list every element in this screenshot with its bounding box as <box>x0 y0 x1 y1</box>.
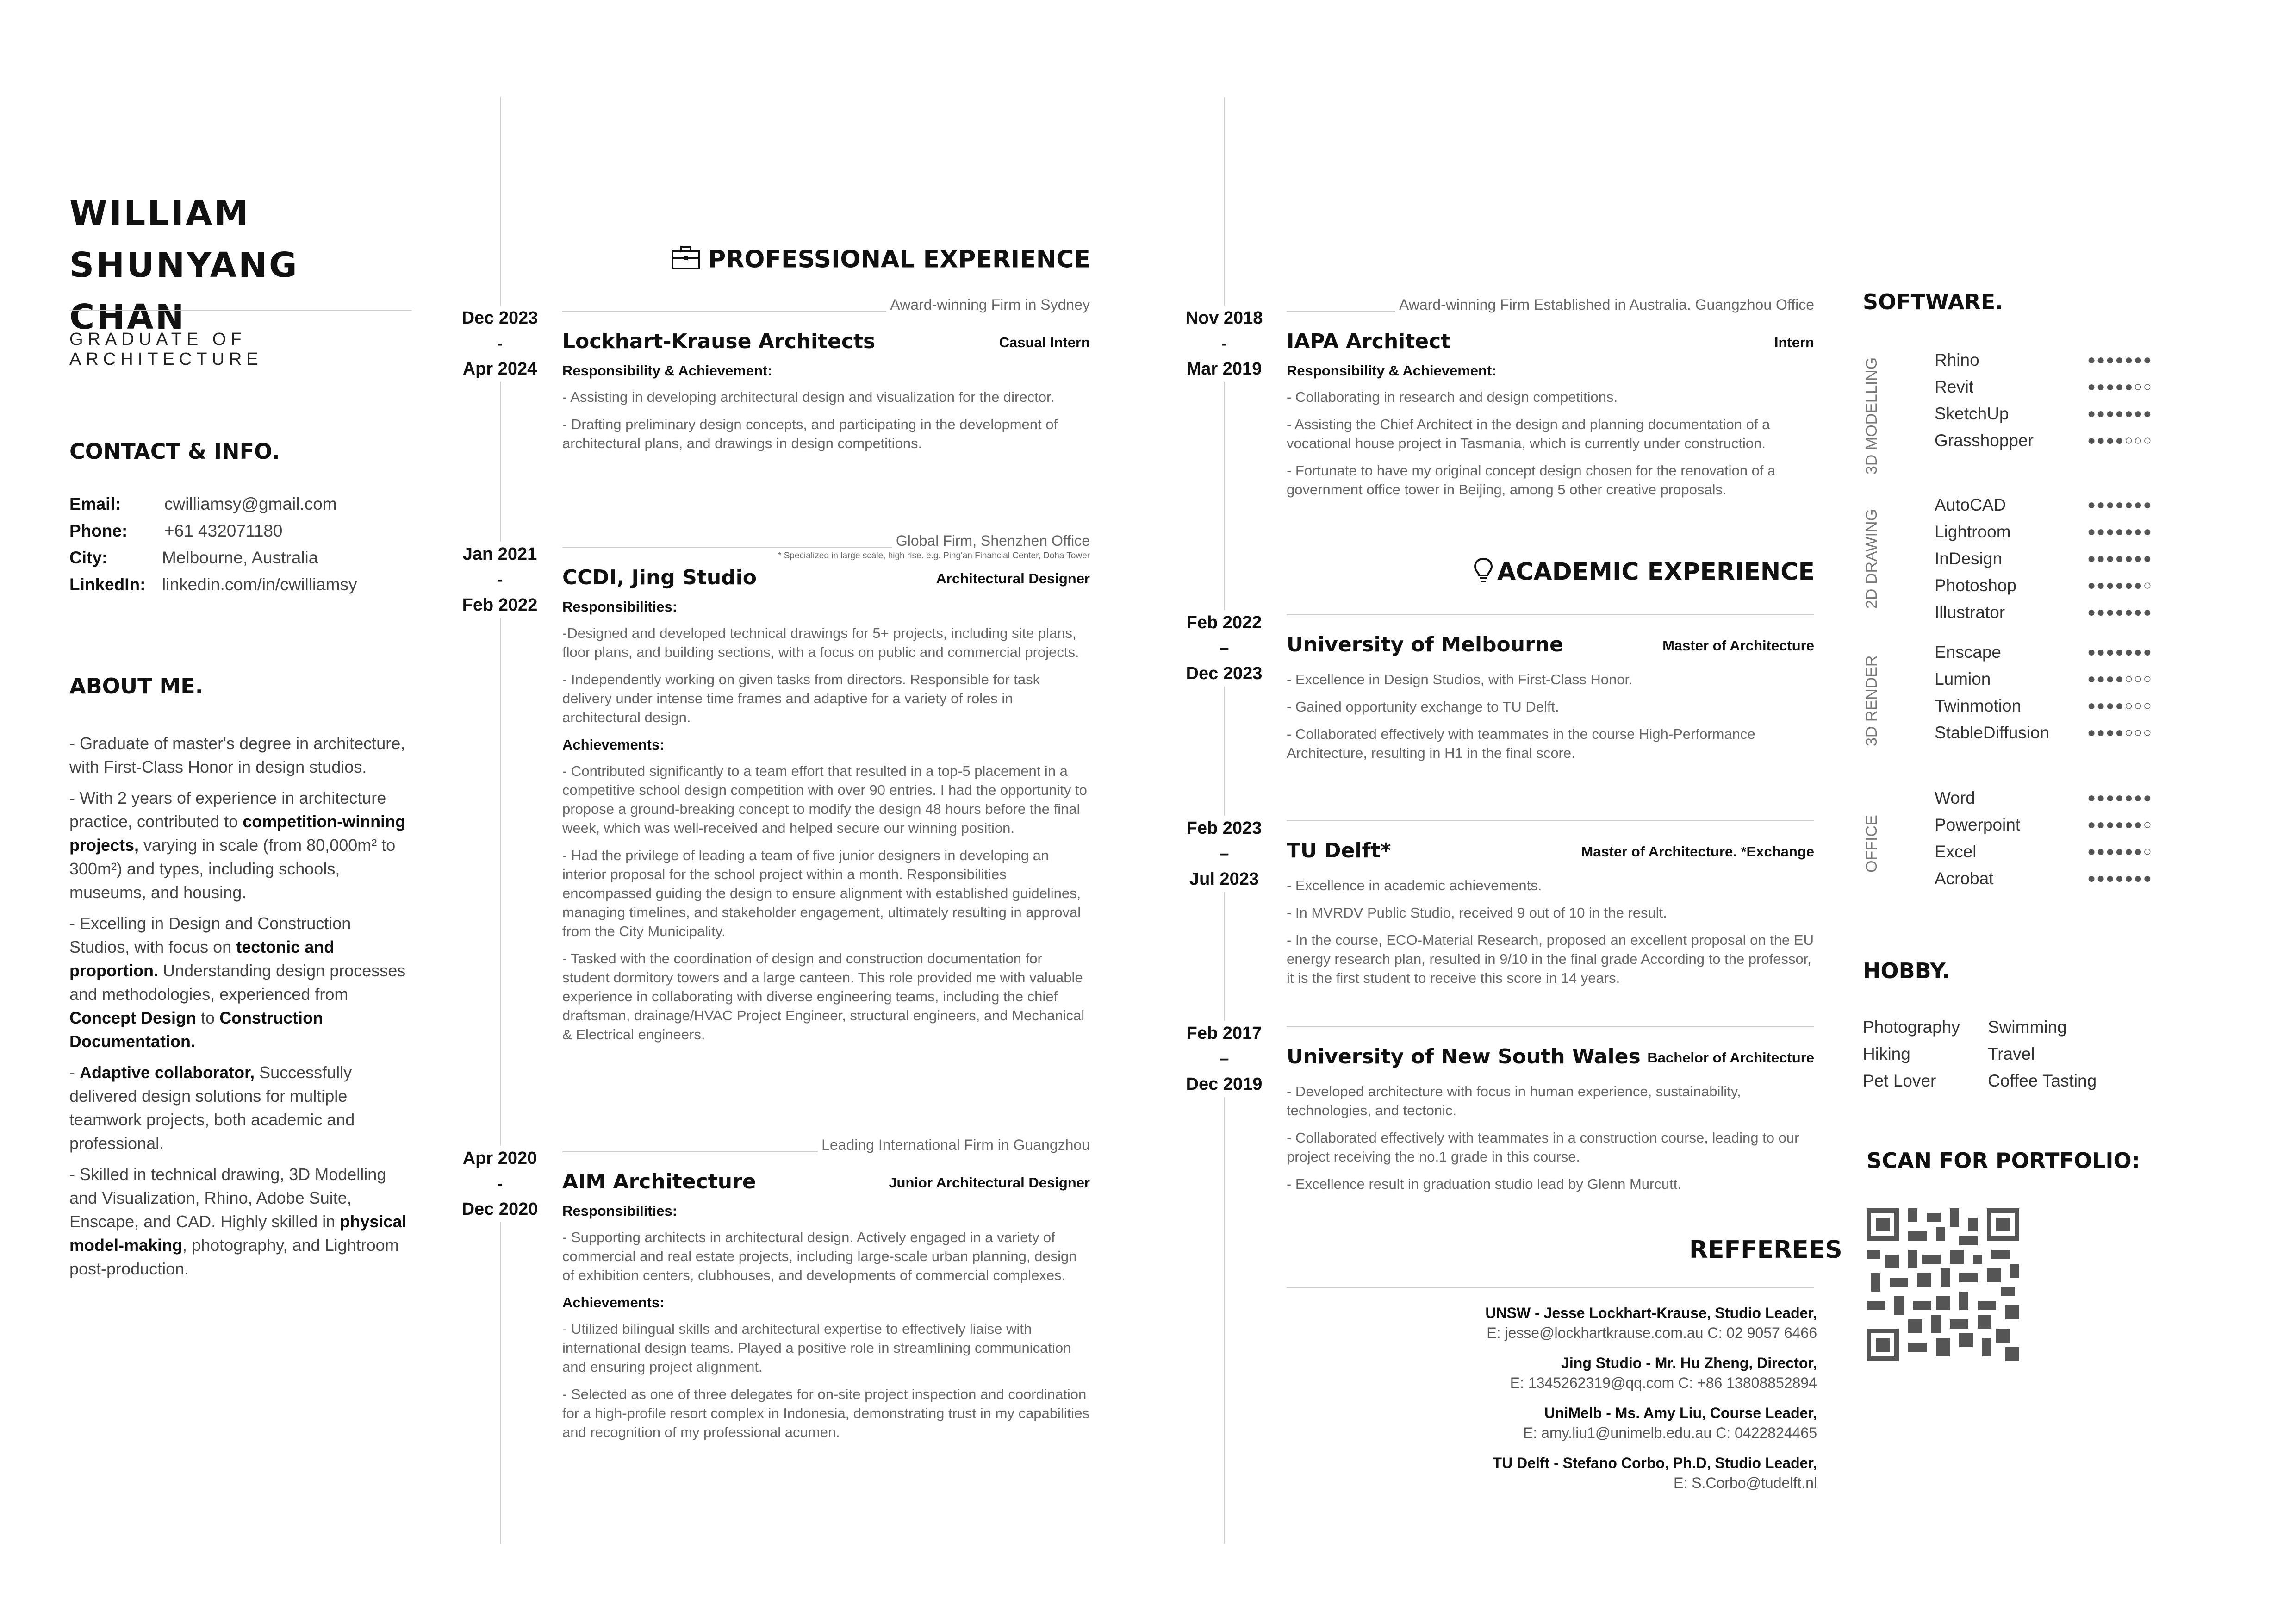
contact-title: CONTACT & INFO. <box>69 439 280 464</box>
firm-description: Award-winning Firm Established in Australia. Guangzhou Office <box>1395 296 1814 313</box>
hobby-item: Swimming <box>1988 1018 2067 1037</box>
skill-rating: ●●●●●●● <box>2087 605 2153 620</box>
job-entry <box>562 296 1090 500</box>
software-category: 3D MODELLING <box>1863 357 1880 475</box>
professional-experience-title: PROFESSIONAL EXPERIENCE <box>671 245 1090 276</box>
software-item: InDesign ●●●●●●● <box>1935 549 2153 568</box>
company-name: IAPA Architect <box>1287 330 1451 353</box>
study-dates: Feb 2022 – Dec 2023 <box>1182 610 1266 687</box>
skill-rating: ●●●●●●● <box>2087 644 2153 660</box>
linkedin-link[interactable]: linkedin.com/in/cwilliamsy <box>162 575 357 594</box>
software-category: 3D RENDER <box>1863 655 1880 746</box>
firm-description: Global Firm, Shenzhen Office <box>892 532 1090 550</box>
software-item: Lumion ●●●●○○○ <box>1935 669 2153 688</box>
academic-entry <box>1287 600 1814 794</box>
phone-value: +61 432071180 <box>164 521 283 540</box>
software-item: Enscape ●●●●●●● <box>1935 643 2153 662</box>
hobby-item: Coffee Tasting <box>1988 1071 2097 1090</box>
hobby-item: Photography <box>1863 1018 1960 1037</box>
academic-entry <box>1287 1012 1814 1224</box>
hobby-item: Hiking <box>1863 1044 1910 1063</box>
software-item: SketchUp ●●●●●●● <box>1935 404 2153 423</box>
software-item: Word ●●●●●●● <box>1935 788 2153 807</box>
software-item: Acrobat ●●●●●●● <box>1935 869 2153 888</box>
divider <box>1287 1026 1814 1027</box>
referee-contact: E: S.Corbo@tudelft.nl <box>1674 1474 1817 1491</box>
hobby-title: HOBBY. <box>1863 958 1950 983</box>
linkedin-label: LinkedIn: <box>69 575 146 594</box>
study-details: - Developed architecture with focus in human experience, sustainability, technologies, and tectonic. - Collaborated effectively with teammates in a construction course, leading to our project receiving the no.1 grade in this course. - Excellence result in graduation studio lead by Glenn Murcutt. <box>1287 1083 1799 1192</box>
firm-description: Award-winning Firm in Sydney <box>886 296 1090 313</box>
name-block <box>69 187 412 343</box>
referee-name: UNSW - Jesse Lockhart-Krause, Studio Leader, <box>1485 1305 1817 1321</box>
skill-rating: ●●●●○○○ <box>2087 433 2153 448</box>
skill-rating: ●●●●○○○ <box>2087 698 2153 713</box>
hobby-item: Pet Lover <box>1863 1071 1936 1090</box>
company-name: AIM Architecture <box>562 1170 756 1193</box>
job-details: Responsibility & Achievement: - Collaborating in research and design competitions. - Assisting the Chief Architect in the design and planning documentation of a vocational house project in Tasmania, which is currently under construction. - Fortunate to have my original concept design chosen for the renovation of a government office tower in Beijing, among 5 other creative proposals. <box>1287 362 1776 498</box>
job-entry <box>562 532 1090 1125</box>
right-column <box>1863 0 2233 1624</box>
referees-title: REFFEREES <box>1689 1236 1842 1264</box>
qr-code-icon[interactable] <box>1867 1208 2019 1363</box>
job-details: Responsibilities: -Designed and developed technical drawings for 5+ projects, including site plans, floor plans, and building sections, with a focus on public and commercial projects. - Independently working on given tasks from directors. Responsible for task delivery under intense time frames and adaptive for a variety of roles in architectural design. Achievements: - Contributed significantly to a team effort that resulted in a top-5 placement in a competitive school design competition with over 90 entries. I had the opportunity to propose a ground-breaking concept to modify the design 48 hours before the final week, which was well-received and helped secure our winning position. - Had the privilege of leading a team of five junior designers in developing an interior proposal for the school project within a month. Responsibilities encompassed guiding the design to ensure alignment with established guidelines, managing timelines, and stakeholder engagement, ultimately resulting in approval from the City Municipality. - Tasked with the coordination of design and construction documentation for student dormitory towers and a large canteen. This role provided me with valuable experience in collaborating with diverse engineering teams, including the chief draftsman, drainage/HVAC Project Engineer, structural engineers, and Mechanical & Electrical engineers. <box>562 599 1087 1043</box>
job-details: Responsibility & Achievement: - Assisting in developing architectural design and visualization for the director. - Drafting preliminary design concepts, and participating in the development of architectural plans, and drawings in design competitions. <box>562 362 1058 451</box>
company-name: CCDI, Jing Studio <box>562 566 757 589</box>
software-item: Excel ●●●●●●○ <box>1935 842 2153 861</box>
hobby-list <box>1863 1014 2113 1094</box>
name-line-1: WILLIAM <box>69 194 250 233</box>
job-dates: Dec 2023 - Apr 2024 <box>458 306 541 382</box>
degree: Bachelor of Architecture <box>1647 1049 1814 1066</box>
email-link[interactable]: cwilliamsy@gmail.com <box>164 494 337 513</box>
software-item: Rhino ●●●●●●● <box>1935 350 2153 369</box>
software-item: Photoshop ●●●●●●○ <box>1935 576 2153 595</box>
university-name: TU Delft* <box>1287 839 1391 862</box>
job-role: Architectural Designer <box>936 570 1090 587</box>
referee-name: UniMelb - Ms. Amy Liu, Course Leader, <box>1544 1405 1817 1421</box>
phone-label: Phone: <box>69 521 128 540</box>
academic-entry <box>1287 806 1814 1014</box>
job-dates: Nov 2018 - Mar 2019 <box>1182 306 1266 382</box>
city-value: Melbourne, Australia <box>162 548 318 567</box>
software-item: Revit ●●●●●○○ <box>1935 377 2153 396</box>
city-row <box>69 544 357 571</box>
software-item: Powerpoint ●●●●●●○ <box>1935 815 2153 834</box>
about-paragraph: - Adaptive collaborator, Successfully delivered design solutions for multiple teamwork projects, both academic and professional. <box>69 1063 355 1153</box>
phone-row <box>69 518 357 544</box>
software-title: SOFTWARE. <box>1863 289 2004 314</box>
contact-info <box>69 491 357 598</box>
hobby-item: Travel <box>1988 1044 2035 1063</box>
academic-experience-title: ACADEMIC EXPERIENCE <box>1473 557 1815 590</box>
study-details: - Excellence in academic achievements. - In MVRDV Public Studio, received 9 out of 10 in the result. - In the course, ECO-Material Research, proposed an excellent proposal on the EU energy research plan, resulted in 9/10 in the final grade According to the professor, it is the first student to receive this score in 14 years. <box>1287 877 1814 986</box>
divider <box>1287 1287 1814 1288</box>
software-item: Twinmotion ●●●●○○○ <box>1935 696 2153 715</box>
job-title: GRADUATE OF ARCHITECTURE <box>69 330 263 369</box>
study-dates: Feb 2017 – Dec 2019 <box>1182 1021 1266 1097</box>
degree: Master of Architecture. *Exchange <box>1581 843 1814 860</box>
city-label: City: <box>69 548 108 567</box>
skill-rating: ●●●●●●● <box>2087 406 2153 421</box>
university-name: University of New South Wales <box>1287 1045 1641 1068</box>
referee-contact: E: 1345262319@qq.com C: +86 13808852894 <box>1510 1374 1817 1391</box>
briefcase-icon <box>671 245 701 276</box>
divider <box>1287 820 1814 821</box>
skill-rating: ●●●●●●○ <box>2087 817 2153 832</box>
software-category: OFFICE <box>1863 815 1880 873</box>
referee-name: Jing Studio - Mr. Hu Zheng, Director, <box>1561 1355 1817 1371</box>
about-paragraph: - Graduate of master's degree in architecture, with First-Class Honor in design studios. <box>69 734 405 776</box>
software-item: StableDiffusion ●●●●○○○ <box>1935 723 2153 742</box>
firm-description: Leading International Firm in Guangzhou <box>818 1137 1090 1154</box>
referee-contact: E: amy.liu1@unimelb.edu.au C: 0422824465 <box>1523 1424 1817 1441</box>
job-role: Junior Architectural Designer <box>889 1174 1090 1191</box>
company-name: Lockhart-Krause Architects <box>562 330 876 353</box>
lightbulb-icon <box>1473 557 1493 590</box>
referee-contact: E: jesse@lockhartkrause.com.au C: 02 9057 6466 <box>1487 1324 1817 1341</box>
skill-rating: ●●●●●○○ <box>2087 379 2153 394</box>
referees-list <box>1485 1303 1817 1503</box>
job-role: Casual Intern <box>999 334 1090 350</box>
skill-rating: ●●●●○○○ <box>2087 725 2153 740</box>
software-category: 2D DRAWING <box>1863 509 1880 609</box>
job-dates: Apr 2020 - Dec 2020 <box>458 1146 541 1222</box>
divider <box>1287 614 1814 615</box>
about-paragraph: - With 2 years of experience in architecture practice, contributed to competition-winning projects, varying in scale (from 80,000m² to 300m²) and types, including schools, museums, and housing. <box>69 788 406 902</box>
skill-rating: ●●●●●●○ <box>2087 844 2153 859</box>
referee-name: TU Delft - Stefano Corbo, Ph.D, Studio Leader, <box>1493 1455 1817 1471</box>
about-paragraph: - Skilled in technical drawing, 3D Modelling and Visualization, Rhino, Adobe Suite, Enscape, and CAD. Highly skilled in physical model-making, photography, and Lightroom post-production. <box>69 1165 407 1278</box>
skill-rating: ●●●●●●● <box>2087 551 2153 566</box>
skill-rating: ●●●●●●● <box>2087 790 2153 806</box>
about-title: ABOUT ME. <box>69 674 204 699</box>
email-label: Email: <box>69 494 121 513</box>
job-dates: Jan 2021 - Feb 2022 <box>458 542 541 618</box>
firm-note: * Specialized in large scale, high rise. e.g. Ping'an Financial Center, Doha Tower <box>778 551 1090 561</box>
degree: Master of Architecture <box>1662 637 1814 654</box>
skill-rating: ●●●●●●● <box>2087 497 2153 512</box>
study-details: - Excellence in Design Studios, with First-Class Honor. - Gained opportunity exchange to TU Delft. - Collaborated effectively with teammates in the course High-Performance Architecture, resulting in H1 in the final score. <box>1287 671 1755 761</box>
about-text <box>69 731 412 1288</box>
skill-rating: ●●●●●●● <box>2087 524 2153 539</box>
job-entry <box>562 1137 1090 1507</box>
study-dates: Feb 2023 – Jul 2023 <box>1182 816 1266 892</box>
software-item: Illustrator ●●●●●●● <box>1935 603 2153 622</box>
portfolio-title: SCAN FOR PORTFOLIO: <box>1867 1148 2140 1173</box>
email-row <box>69 491 357 518</box>
skill-rating: ●●●●●●● <box>2087 352 2153 368</box>
about-paragraph: - Excelling in Design and Construction Studios, with focus on tectonic and proportion. Understanding design processes and methodologies, experienced from Concept Design to Construction Documentation. <box>69 914 406 1051</box>
software-item: Lightroom ●●●●●●● <box>1935 522 2153 541</box>
university-name: University of Melbourne <box>1287 633 1563 656</box>
skill-rating: ●●●●○○○ <box>2087 671 2153 687</box>
linkedin-row <box>69 571 357 598</box>
divider <box>69 310 412 311</box>
skill-rating: ●●●●●●● <box>2087 871 2153 886</box>
skill-rating: ●●●●●●○ <box>2087 578 2153 593</box>
software-item: AutoCAD ●●●●●●● <box>1935 495 2153 514</box>
job-details: Responsibilities: - Supporting architects in architectural design. Actively engaged in a variety of commercial and real estate projects, including large-scale urban planning, design of exhibition centers, clubhouses, and developments of commercial complexes. Achievements: - Utilized bilingual skills and architectural expertise to effectively liaise with international design teams. Played a positive role in streamlining communication and ensuring project alignment. - Selected as one of three delegates for on-site project inspection and coordination for a high-profile resort complex in Indonesia, demonstrating trust in my capabilities and recognition of my professional acumen. <box>562 1203 1089 1440</box>
job-role: Intern <box>1774 334 1814 350</box>
software-item: Grasshopper ●●●●○○○ <box>1935 431 2153 450</box>
job-entry <box>1287 296 1814 537</box>
name-line-2: SHUNYANG CHAN <box>69 245 299 337</box>
